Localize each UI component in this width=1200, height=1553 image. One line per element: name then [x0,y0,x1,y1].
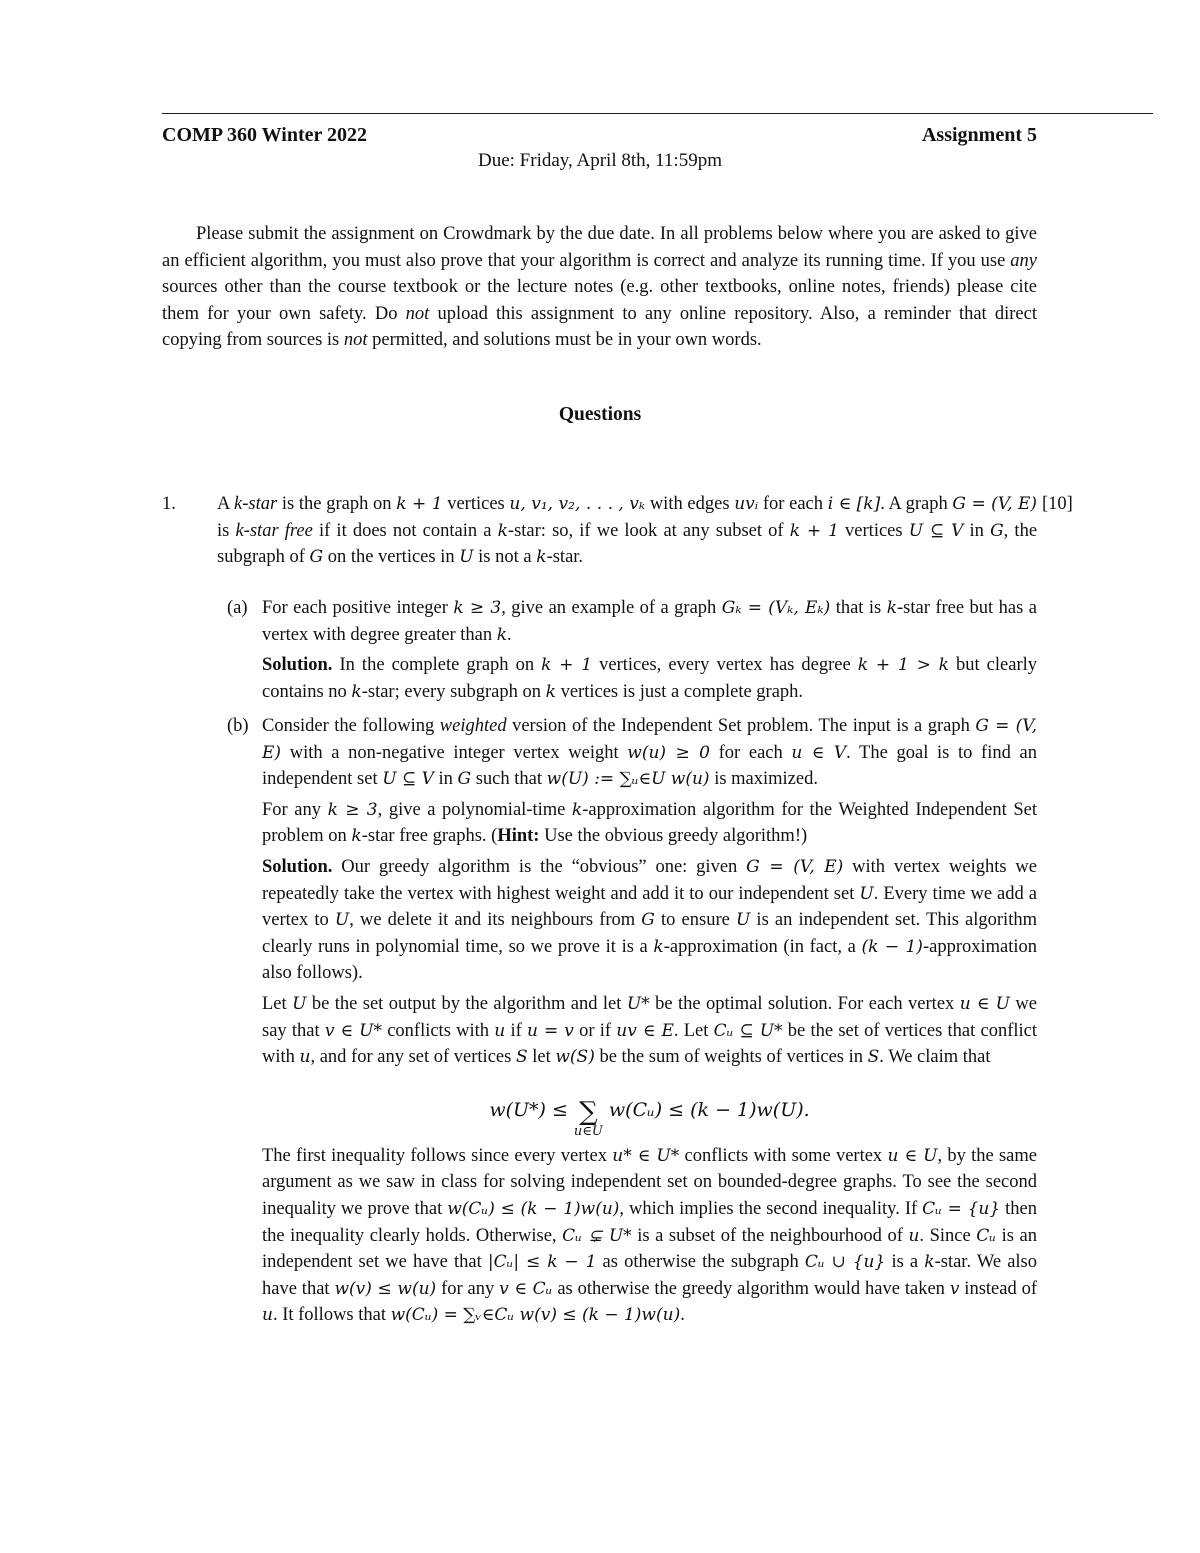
question-number: 1. [162,494,176,514]
due-date: Due: Friday, April 8th, 11:59pm [478,150,722,171]
part-a-question: For each positive integer k ≥ 3, give an example of a graph Gₖ = (Vₖ, Eₖ) that is k-star free but has a vertex with degree greater than k. [262,598,1037,645]
part-b-solution: Solution. Our greedy algorithm is the “obvious” one: given G = (V, E) with vertex weights we repeatedly take the vertex with highest weight and add it to our independent set U. Every time we add a vertex to U, we delete it and its neighbours from G to ensure U is an independent set. This algorithm clearly runs in polynomial time, so we prove it is a k-approximation (in fact, a (k − 1)-approximation also follows). [262,856,1038,984]
sum-symbol: ∑ [579,1096,598,1127]
part-b-task: For any k ≥ 3, give a polynomial-time k-approximation algorithm for the Weighted Independent Set problem on k-star free graphs. (Hint: Use the obvious greedy algorithm!) [262,799,1037,847]
part-b-label: (b) [227,716,249,736]
course-title: COMP 360 Winter 2022 [162,124,367,146]
part-b-claim: Let U be the set output by the algorithm and let U* be the optimal solution. For each vertex u ∈ U we say that v ∈ U* conflicts with u if u = v or if uv ∈ E. Let Cᵤ ⊆ U* be the set of vertices that conflict with u, and for any set of vertices S let w(S) be the sum of weights of vertices in S. We claim that [262,993,1038,1068]
display-equation: w(U*) ≤ ∑ u∈U w(Cᵤ) ≤ (k − 1)w(U). [489,1096,810,1139]
part-a-solution: Solution. In the complete graph on k + 1 vertices, every vertex has degree k + 1 > k but clearly contains no k-star; every subgraph on k vertices is just a complete graph. [262,655,1037,702]
part-b-question: Consider the following weighted version of the Independent Set problem. The input is a graph G = (V, E) with a non-negative integer vertex weight w(u) ≥ 0 for each u ∈ V. The goal is to find an independent set U ⊆ V in G such that w(U) := ∑ᵤ∈U w(u) is maximized. [262,716,1038,790]
header-rule [162,113,1153,114]
part-b-proof: The first inequality follows since every vertex u* ∈ U* conflicts with some vertex u ∈ U, by the same argument as we saw in class for solving independent set on bounded-degree graphs. To see the second inequality we prove that w(Cᵤ) ≤ (k − 1)w(u), which implies the second inequality. If Cᵤ = {u} then the inequality clearly holds. Otherwise, Cᵤ ⊊ U* is a subset of the neighbourhood of u. Since Cᵤ is an independent set we have that |Cᵤ| ≤ k − 1 as otherwise the subgraph Cᵤ ∪ {u} is a k-star. We also have that w(v) ≤ w(u) for any v ∈ Cᵤ as otherwise the greedy algorithm would have taken v instead of u. It follows that w(Cᵤ) = ∑ᵥ∈Cᵤ w(v) ≤ (k − 1)w(u). [262,1145,1038,1326]
part-a-label: (a) [227,598,248,618]
sum-subscript: u∈U [573,1123,603,1139]
assignment-title: Assignment 5 [921,124,1037,146]
intro-paragraph: Please submit the assignment on Crowdmark by the due date. In all problems below where you are asked to give an efficient algorithm, you must also prove that your algorithm is correct and analyze its running time. If you use any sources other than the course textbook or the lecture notes (e.g. other textbooks, online notes, friends) please cite them for your own safety. Do not upload this assignment to any online repository. Also, a reminder that direct copying from sources is not permitted, and solutions must be in your own words. [162,224,1037,351]
questions-heading: Questions [558,404,642,425]
question-1 [162,491,1073,571]
part-b [227,713,1037,1333]
part-a [227,595,1037,709]
question-statement: A k-star is the graph on k + 1 vertices u, v₁, v₂, . . . , vₖ with edges uvᵢ for each i ∈ [k]. A graph G = (V, E) is k-star free if it does not contain a k-star: so, if we look at any subset of k + 1 vertices U ⊆ V in G, the subgraph of G on the vertices in U is not a k-star. [217,494,1038,568]
question-marks: [10] [1042,494,1073,514]
